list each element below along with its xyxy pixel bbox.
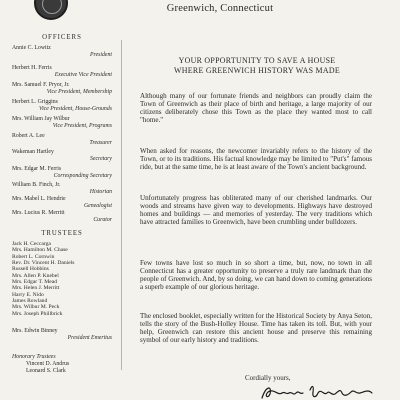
officer-entry [12, 182, 112, 196]
trustee-name: Robert L. Cornwin [12, 253, 55, 260]
officer-title: President [89, 52, 112, 58]
officer-title: Historian [89, 189, 112, 195]
officer-title: Treasurer [89, 140, 112, 146]
officer-name: Herbert H. Ferris [12, 65, 52, 71]
president-emeritus-title: President Emeritus [67, 335, 112, 341]
president-emeritus-name: Mrs. Edwin Binney [12, 328, 58, 334]
letter-paragraph [140, 259, 372, 291]
paragraph-text: The enclosed booklet, especially written for the Historical Society by Anya Seton, tells the story of the Bush-Holley House. Time has taken its toll. But, with your help, Greenwich can restore this ancient house and preserve this remaining symbol of our early history and traditions. [140, 312, 372, 345]
trustee-name: Rev. Dr. Vincent H. Daniels [12, 260, 75, 267]
trustee-name: Mrs. Joseph Phillbrick [12, 310, 63, 317]
letter-heading-line: WHERE GREENWICH HISTORY WAS MADE [174, 65, 340, 75]
officer-name: Herbert L. Griggins [12, 99, 58, 105]
officer-entry [12, 196, 112, 210]
officer-title: Corresponding Secretary [53, 173, 112, 179]
paragraph-text: Unfortunately progress has obliterated many of our cherished landmarks. Our woods and streams have given way to developments. Highways have destroyed homes and buildings — and memories of yesterday. The very traditions which have attracted families to Greenwich, have been crumbling under bulldozers. [140, 194, 372, 227]
trustee-name: Mrs. Hamilton M. Chase [12, 247, 68, 254]
letter-paragraph [140, 194, 372, 226]
closing-text: Cordially yours, [245, 374, 291, 382]
trustee-name: Mrs. Wilbur M. Peck [12, 304, 60, 311]
trustee-name: Mrs. Allen P. Knebel [12, 272, 59, 279]
officer-name: Mrs. Lucius R. Merritt [12, 210, 65, 216]
trustee-name: Mrs. Edgar T. Mead [12, 279, 57, 286]
officer-name: Mrs. Samuel F. Pryor, Jr. [12, 82, 70, 88]
officer-title: Executive Vice President [54, 72, 112, 78]
left-column [12, 34, 112, 374]
officer-entry [12, 210, 112, 224]
trustees-heading: TRUSTEES [41, 230, 83, 237]
letterhead-place: Greenwich, Connecticut [166, 3, 274, 14]
officer-entry [12, 45, 112, 59]
officer-entry [12, 133, 112, 147]
officer-entry [12, 99, 112, 113]
officer-entry [12, 82, 112, 96]
officer-name: Mrs. Mabel L. Hendrie [12, 196, 66, 202]
officer-title: Curator [93, 217, 112, 223]
honorary-trustee-name: Vincent D. Andrus [26, 361, 70, 367]
paragraph-text: When asked for reasons, the newcomer invariably refers to the history of the Town, or to its traditions. His factual knowledge may be limited to "Put's" famous ride, but at the same time, he is at least aware of the Town's ancient background. [140, 147, 372, 172]
trustee-name: James Rowland [12, 298, 48, 305]
officers-heading: OFFICERS [42, 34, 82, 41]
letter-paragraph [140, 147, 372, 171]
letter-heading-line: YOUR OPPORTUNITY TO SAVE A HOUSE [178, 56, 336, 65]
officer-name: Robert A. Lee [12, 133, 45, 139]
column-divider [121, 40, 122, 370]
trustee-name: Jack H. Ceccarga [12, 241, 51, 247]
honorary-trustees [12, 354, 112, 375]
officer-name: Mrs. William Jay Wilbur [12, 116, 70, 122]
honorary-trustee-name: Leonard S. Clark [26, 368, 66, 374]
trustee-name: Russell Hobbins [12, 266, 49, 273]
letter-paragraph [140, 312, 372, 344]
officer-entry [12, 65, 112, 79]
officer-title: Genealogist [83, 203, 112, 209]
officer-title: Vice President, Programs [52, 123, 112, 129]
trustee-name: Harry E. Nido [12, 291, 44, 298]
paragraph-text: Although many of our fortunate friends and neighbors can proudly claim the Town of Greenwich as their place of birth and heritage, a large majority of our citizens deliberately chose this Town as the place they wanted most to call "home." [140, 92, 372, 125]
officer-name: Annie C. Lowitz [12, 45, 51, 51]
officer-name: Wakeman Hartley [12, 149, 54, 155]
letter-heading [137, 56, 377, 75]
officer-entry [12, 166, 112, 180]
trustee-list [12, 241, 112, 317]
president-emeritus [12, 328, 112, 342]
handwritten-signature [258, 384, 388, 400]
officer-name: William B. Finch, Jr. [12, 182, 61, 188]
letter-paragraph [140, 92, 372, 124]
officer-entry [12, 116, 112, 130]
officer-entry [12, 149, 112, 163]
officer-name: Mrs. Edgar M. Ferris [12, 166, 62, 172]
officer-title: Vice President, House-Grounds [38, 106, 112, 112]
officer-title: Vice President, Membership [46, 89, 112, 95]
officer-title: Secretary [90, 156, 112, 162]
honorary-trustees-heading: Honorary Trustees [12, 354, 56, 360]
trustee-name: Mrs. Helen J. Merritt [12, 285, 60, 292]
paragraph-text: Few towns have lost so much in so short a time, but, now, no town in all Connecticut has a greater opportunity to preserve a truly rare landmark than the people of Greenwich. And, by so doing, we can hand down to coming generations a superb example of our glorious heritage. [140, 259, 372, 292]
